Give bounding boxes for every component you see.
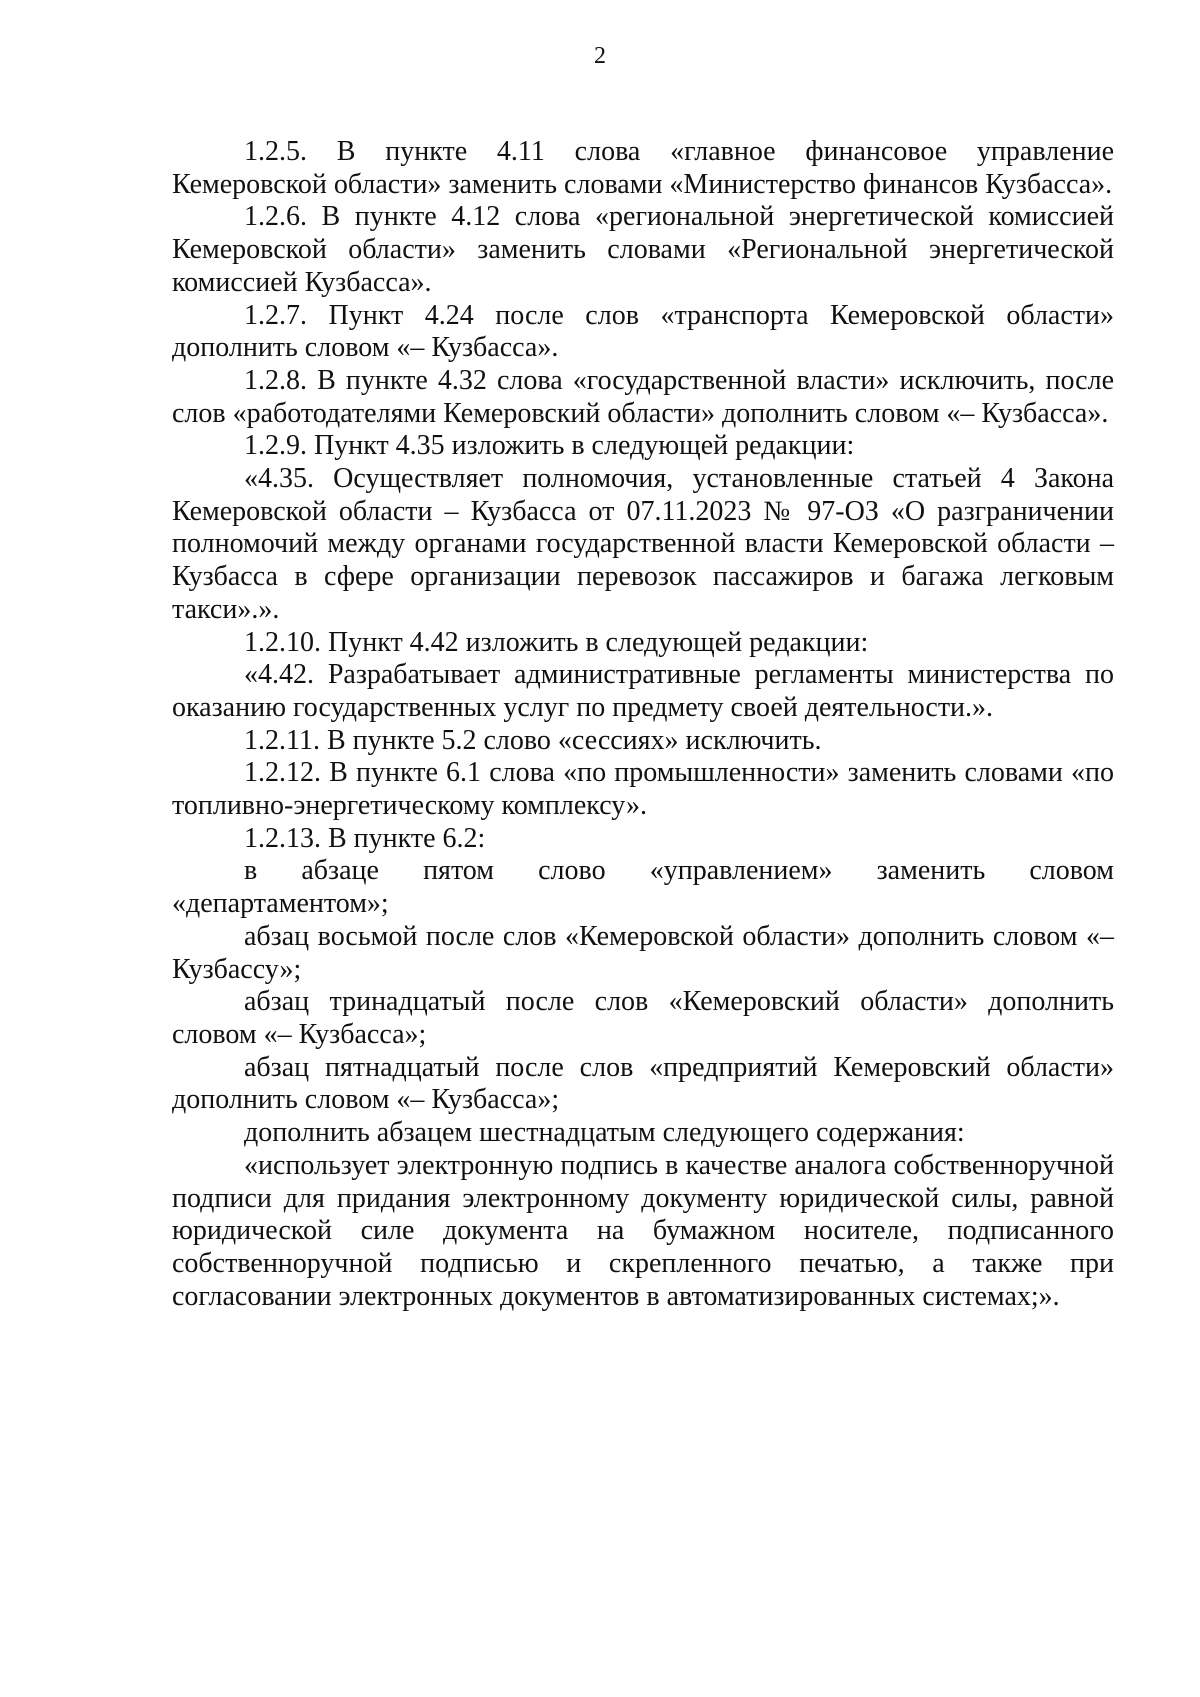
- paragraph-1-2-12: 1.2.12. В пункте 6.1 слова «по промышленности» заменить словами «по топливно-энергетическому комплексу».: [172, 757, 1114, 822]
- paragraph-1-2-7: 1.2.7. Пункт 4.24 после слов «транспорта Кемеровской области» дополнить словом «– Кузбасса».: [172, 299, 1114, 364]
- paragraph-1-2-8: 1.2.8. В пункте 4.32 слова «государственной власти» исключить, после слов «работодателями Кемеровский области» дополнить словом «– Кузбасса».: [172, 364, 1114, 429]
- amendment-abzac-5: в абзаце пятом слово «управлением» заменить словом «департаментом»;: [172, 855, 1114, 920]
- paragraph-1-2-9: 1.2.9. Пункт 4.35 изложить в следующей редакции:: [244, 430, 855, 462]
- quoted-paragraph-4-42: «4.42. Разрабатывает административные регламенты министерства по оказанию государственных услуг по предмету своей деятельности.».: [172, 659, 1114, 723]
- amendment-abzac-15: абзац пятнадцатый после слов «предприятий Кемеровский области» дополнить словом «– Кузбасса»;: [172, 1051, 1114, 1116]
- page-number: 2: [594, 43, 606, 69]
- amendment-abzac-13: абзац тринадцатый после слов «Кемеровский области» дополнить словом «– Кузбасса»;: [172, 986, 1114, 1050]
- amendment-abzac-8: абзац восьмой после слов «Кемеровской области» дополнить словом «– Кузбассу»;: [172, 920, 1114, 985]
- quoted-paragraph-4-35: «4.35. Осуществляет полномочия, установленные статьей 4 Закона Кемеровской области – Кузбасса от 07.11.2023 № 97-ОЗ «О разграничении полномочий между органами государственной власти Кемеровской области – Кузбасса в сфере организации перевозок пассажиров и багажа легковым такси».».: [172, 463, 1114, 625]
- document-body: [172, 136, 1114, 1313]
- paragraph-1-2-5: 1.2.5. В пункте 4.11 слова «главное финансовое управление Кемеровской области» заменить словами «Министерство финансов Кузбасса».: [172, 136, 1114, 200]
- paragraph-1-2-11: 1.2.11. В пункте 5.2 слово «сессиях» исключить.: [244, 724, 822, 756]
- quoted-abzac-16-text: «использует электронную подпись в качестве аналога собственноручной подписи для придания электронному документу юридической силы, равной юридической силе документа на бумажном носителе, подписанного собственноручной подписью и скрепленного печатью, а также при согласовании электронных документов в автоматизированных системах;».: [172, 1149, 1114, 1312]
- amendment-add-abzac-16: дополнить абзацем шестнадцатым следующего содержания:: [244, 1117, 965, 1149]
- paragraph-1-2-13: 1.2.13. В пункте 6.2:: [244, 822, 486, 854]
- paragraph-1-2-6: 1.2.6. В пункте 4.12 слова «региональной энергетической комиссией Кемеровской области» заменить словами «Региональной энергетической комиссией Кузбасса».: [172, 201, 1114, 298]
- paragraph-1-2-10: 1.2.10. Пункт 4.42 изложить в следующей редакции:: [244, 626, 869, 658]
